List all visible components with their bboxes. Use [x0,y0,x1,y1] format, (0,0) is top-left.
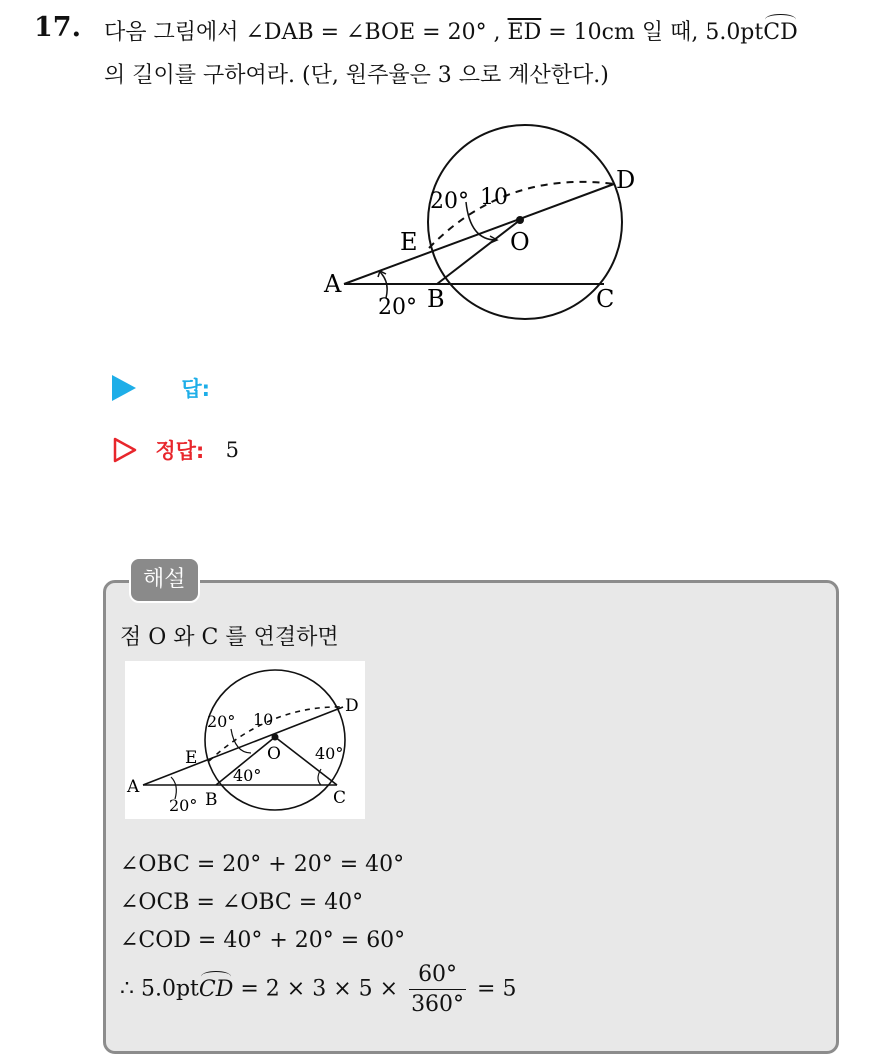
question-text-mid: = 10cm 일 때, 5.0pt [541,20,764,45]
label-angle-obc: 40° [233,766,262,785]
answer-row [112,373,210,403]
label-length: 10 [253,710,274,729]
label-c: C [596,285,615,313]
question-text-line2: 의 길이를 구하여라. (단, 원주율은 3 으로 계산한다.) [104,63,609,88]
equation-2: ∠OCB = ∠OBC = 40° [120,890,364,915]
solution-figure [125,661,365,819]
label-a: A [127,777,140,797]
answer-label: 답: [181,377,210,401]
question-number: 17. [34,12,81,43]
eq4-fraction [409,962,466,1017]
question-text-part: 다음 그림에서 ∠DAB = ∠BOE = 20° , [104,20,508,45]
label-d: D [616,166,636,194]
label-c: C [333,788,347,808]
correct-answer-label: 정답: [155,439,205,463]
label-b: B [205,790,218,810]
label-angle-ocb: 40° [315,744,344,763]
label-e: E [185,748,198,768]
equation-4 [120,962,516,1017]
eq4-suffix: = 5 [470,976,517,1002]
label-d: D [345,696,359,716]
segment-ed: $\overline{ED}$ [507,20,542,45]
equation-1: ∠OBC = 20° + 20° = 40° [120,852,405,877]
outline-triangle-icon [112,437,138,463]
center-o-point [272,734,279,741]
label-e: E [400,228,418,256]
eq4-denominator: 360° [411,992,465,1017]
circle [428,125,622,319]
equation-3: ∠COD = 40° + 20° = 60° [120,928,406,953]
solution-tag: 해설 [129,557,200,603]
center-o-point [516,216,524,224]
label-angle-boe: 20° [430,189,469,214]
label-angle-dab: 20° [378,295,417,320]
label-b: B [427,285,445,313]
label-length: 10 [480,185,508,210]
eq4-arc-cd: CD [198,976,234,1002]
arc-cd: CD [763,20,798,45]
label-o: O [510,228,530,256]
solution-intro: 점 O 와 C 를 연결하면 [120,625,339,650]
correct-answer-row [112,435,239,465]
eq4-prefix: ∴ 5.0pt [120,976,199,1002]
eq4-numerator: 60° [409,962,466,990]
problem-figure [320,122,650,328]
label-a: A [324,270,342,298]
label-angle-dab: 20° [169,796,198,815]
label-angle-boe: 20° [207,712,236,731]
play-triangle-icon [112,375,136,401]
question-text-line1 [104,15,798,46]
correct-answer-value: 5 [225,438,239,462]
label-o: O [267,744,281,764]
eq4-mid: = 2 × 3 × 5 × [233,976,406,1002]
